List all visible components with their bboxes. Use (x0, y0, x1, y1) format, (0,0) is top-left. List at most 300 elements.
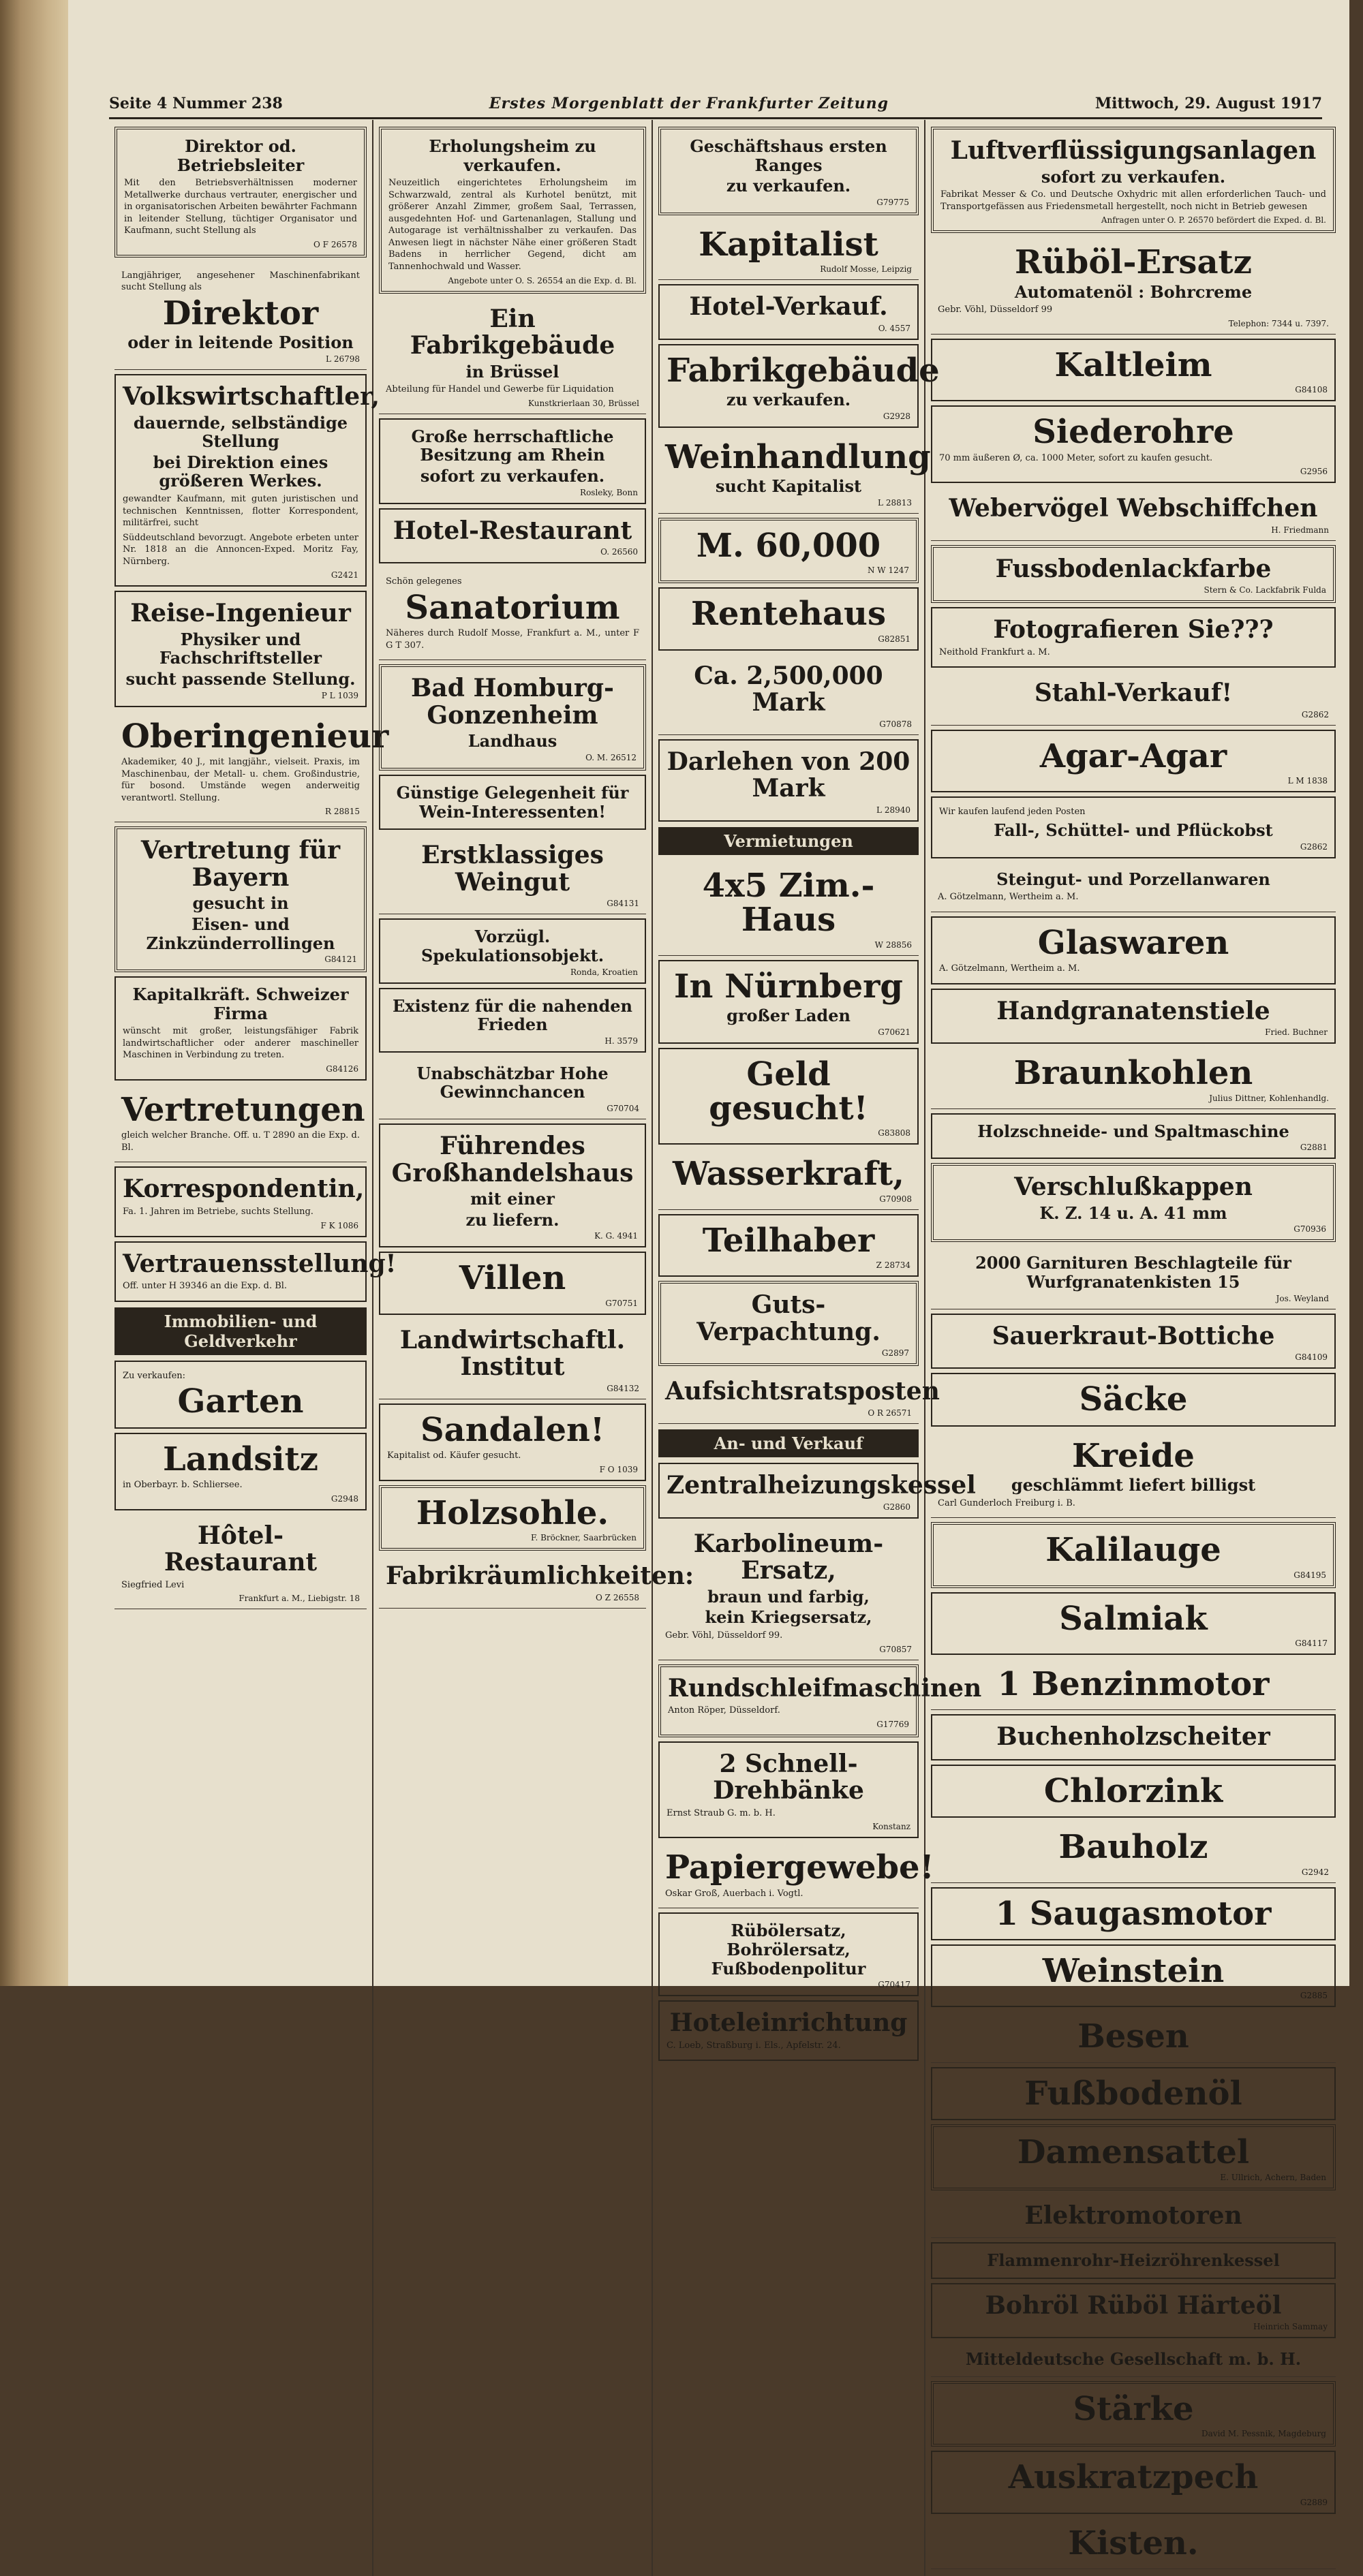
classified-ad (658, 1664, 982, 1737)
ad-reference: Julius Dittner, Kohlenhandlg. (1209, 1093, 1329, 1103)
ad-reference: G2948 (331, 1493, 358, 1504)
classified-ad (658, 344, 940, 428)
classified-ad (658, 127, 919, 215)
ad-reference: L 28813 (878, 497, 912, 508)
ad-headline: M. 60,000 (696, 526, 881, 565)
ad-headline: Garten (177, 1382, 304, 1421)
ad-headline: Auskratzpech (1008, 2458, 1259, 2497)
classified-ad (379, 418, 646, 504)
classified-ad (931, 2242, 1336, 2279)
ad-reference: G2942 (1301, 1867, 1329, 1877)
ad-reference: G84117 (1295, 1638, 1328, 1648)
ad-subheadline: oder in leitende Position (127, 332, 354, 353)
ad-headline: Holzschneide- und Spaltmaschine (977, 1121, 1289, 1141)
ad-headline: Kreide (1072, 1436, 1195, 1475)
classified-ad (931, 1373, 1336, 1426)
ad-reference: G2881 (1300, 1143, 1328, 1153)
section-banner: An- und Verkauf (658, 1429, 919, 1457)
ad-headline: Kapitalkräft. Schweizer Firma (132, 984, 349, 1023)
ad-headline: Kalilauge (1045, 1531, 1221, 1570)
ad-headline: Villen (459, 1259, 566, 1298)
page-header (109, 90, 1322, 119)
classified-ad (931, 1714, 1336, 1760)
ad-subheadline: sucht Kapitalist (715, 476, 862, 497)
ad-reference: G84109 (1295, 1352, 1328, 1363)
ad-reference: G82851 (878, 634, 910, 644)
ad-headline: Bad Homburg-Gonzenheim (410, 674, 614, 730)
ad-headline: Fall-, Schüttel- und Pflückobst (994, 820, 1273, 840)
ad-headline: Weinhandlung (665, 437, 931, 476)
ad-reference: L M 1838 (1287, 776, 1328, 786)
ad-headline: Hotel-Verkauf. (689, 292, 888, 322)
classified-ad (658, 960, 919, 1044)
ad-body: Gebr. Vöhl, Düsseldorf 99. (665, 1630, 783, 1641)
ad-headline: Korrespondentin, (123, 1175, 365, 1204)
ad-reference: Ronda, Kroatien (570, 967, 638, 977)
ad-headline: Ein Fabrikgebäude (410, 304, 615, 360)
ad-reference: O. 26560 (600, 547, 638, 557)
ad-lead: Zu verkaufen: (123, 1370, 186, 1381)
ad-reference: G83808 (878, 1128, 910, 1138)
classified-ad (931, 2342, 1336, 2377)
ad-reference: Kunstkrierlaan 30, Brüssel (528, 398, 639, 408)
ad-reference: G84195 (1293, 1570, 1326, 1580)
ad-body: Abteilung für Handel und Gewerbe für Liquidation (386, 384, 614, 395)
classified-ad (931, 1522, 1336, 1587)
ad-reference: R 28815 (324, 807, 360, 817)
ad-body: Carl Gunderloch Freiburg i. B. (938, 1498, 1075, 1508)
ad-headline: Hoteleinrichtung (669, 2008, 908, 2038)
classified-ad (658, 1149, 919, 1209)
ad-subheadline: braun und farbig, (707, 1586, 870, 1607)
ad-headline: Geld gesucht! (709, 1055, 868, 1128)
classified-ad (114, 1433, 367, 1510)
ad-reference: Heinrich Sammay (1253, 2322, 1328, 2332)
classified-ad (658, 219, 919, 280)
ad-reference: E. Ullrich, Achern, Baden (1220, 2172, 1326, 2182)
classified-ad (931, 487, 1336, 541)
classified-ad (931, 1048, 1336, 1108)
ad-reference: F. Bröckner, Saarbrücken (531, 1533, 637, 1543)
classified-ad (379, 664, 646, 771)
ad-headline: Weinstein (1042, 1952, 1225, 1991)
classified-ad (658, 1370, 940, 1424)
classified-ad (931, 545, 1336, 604)
ad-body: Siegfried Levi (121, 1579, 185, 1590)
ad-headline: Erstklassiges Weingut (421, 841, 604, 897)
ad-reference: G2860 (883, 1502, 910, 1512)
ad-headline: Ca. 2,500,000 Mark (694, 661, 883, 717)
ad-reference: O. M. 26512 (585, 753, 637, 763)
classified-ad (658, 860, 919, 956)
column-1 (109, 120, 397, 2576)
classified-ad (658, 655, 919, 735)
classified-ad (658, 1912, 919, 1996)
ad-reference: Jos. Weyland (1276, 1293, 1329, 1303)
ad-headline: Hôtel-Restaurant (164, 1521, 318, 1577)
ad-body: 70 mm äußeren Ø, ca. 1000 Meter, sofort zu kaufen gesucht. (939, 452, 1213, 463)
ad-reference: Z 28734 (876, 1260, 910, 1271)
ad-headline: Geschäftshaus ersten Ranges (690, 136, 887, 175)
classified-ad (114, 1241, 397, 1302)
ad-headline: Braunkohlen (1013, 1054, 1253, 1093)
ad-headline: Landsitz (163, 1440, 318, 1478)
classified-ad (931, 1659, 1336, 1710)
book-binding-edge (0, 0, 68, 1986)
classified-ad (379, 1485, 646, 1551)
ad-headline: Teilhaber (702, 1221, 875, 1260)
ad-subheadline: Automatenöl : Bohrcreme (1014, 281, 1253, 302)
ad-reference: G2862 (1300, 841, 1328, 852)
ad-headline: Sanatorium (405, 588, 620, 627)
classified-ad (658, 1463, 976, 1519)
ad-reference: G70751 (605, 1298, 638, 1308)
ad-reference: Rudolf Mosse, Leipzig (820, 264, 912, 275)
classified-ad (114, 1515, 367, 1610)
ad-body: Oskar Groß, Auerbach i. Vogtl. (665, 1888, 803, 1899)
ad-reference: O F 26578 (313, 239, 357, 249)
classified-ad (114, 1361, 367, 1429)
ad-body: Mit den Betriebsverhältnissen moderner Metallwerke durchaus vertrauter, energischer und in organisatorischen Arbeiten bewährter Fachmann in leitender Stellung, tüchtiger Organisator und Kaufmann, sucht Stellung als (124, 178, 357, 236)
ad-reference: David M. Pessnik, Magdeburg (1201, 2429, 1326, 2439)
classified-ad (931, 2283, 1336, 2339)
ad-headline: Fußbodenöl (1024, 2074, 1242, 2113)
classified-ad (114, 591, 367, 707)
classified-ad (658, 587, 919, 650)
ad-headline: Papiergewebe! (665, 1848, 934, 1887)
ad-reference: F O 1039 (599, 1464, 638, 1474)
ad-reference: P L 1039 (321, 690, 358, 700)
classified-ad (658, 1741, 919, 1839)
ad-headline: Elektromotoren (1024, 2201, 1242, 2230)
section-banner: Vermietungen (658, 827, 919, 855)
classified-ad (379, 834, 646, 914)
ad-reference: G79775 (876, 197, 909, 207)
ad-headline: Rundschleifmaschinen (668, 1673, 982, 1703)
ad-headline: Bohröl Rüböl Härteöl (985, 2291, 1282, 2320)
ad-headline: Handgranatenstiele (996, 996, 1270, 1025)
classified-ad (379, 508, 646, 564)
classified-ad (114, 127, 367, 258)
ad-subheadline: dauernde, selbständige Stellung (133, 412, 348, 452)
ad-body: Anton Röper, Düsseldorf. (668, 1705, 780, 1716)
ad-headline: Darlehen von 200 Mark (667, 747, 910, 803)
ad-reference: H. 3579 (604, 1036, 638, 1046)
ad-subheadline-2: Eisen- und Zinkzünderrollingen (146, 914, 335, 953)
ad-reference: Fried. Buchner (1265, 1027, 1328, 1038)
ad-headline: Zentralheizungskessel (667, 1471, 976, 1500)
classified-ad (114, 976, 367, 1081)
ad-headline: Vertrauensstellung! (123, 1249, 397, 1278)
classified-ad (114, 711, 389, 823)
ad-reference: G84121 (324, 955, 357, 965)
classified-ad (931, 672, 1336, 726)
ad-headline: Führendes Großhandelshaus (391, 1132, 634, 1188)
classified-ad (114, 1085, 367, 1162)
ad-reference: Telephon: 7344 u. 7397. (1228, 318, 1329, 328)
ad-reference: L 26798 (326, 354, 360, 364)
ad-headline: Glaswaren (1037, 923, 1229, 962)
ad-body: in Oberbayr. b. Schliersee. (123, 1480, 243, 1491)
ad-headline: Webervögel Webschiffchen (949, 494, 1318, 523)
ad-headline: Damensattel (1017, 2133, 1250, 2172)
ad-body: Fabrikat Messer & Co. und Deutsche Oxhydric mit allen erforderlichen Tauch- und Transportgefässen aus Friedensmetall hergestellt, noch nicht in Betrieb gewesen (940, 189, 1326, 212)
classified-ad (658, 1048, 919, 1145)
classified-ad (658, 432, 931, 514)
ad-reference: G2889 (1300, 2497, 1328, 2507)
classified-ad (931, 989, 1336, 1044)
ad-headline: Kapitalist (699, 225, 878, 264)
ad-columns (109, 120, 1341, 2562)
ad-reference: O R 26571 (868, 1408, 912, 1418)
ad-subheadline: in Brüssel (465, 361, 560, 382)
ad-headline: 1 Benzinmotor (997, 1664, 1270, 1703)
ad-headline: Große herrschaftliche Besitzung am Rhein (411, 426, 614, 465)
ad-body: A. Götzelmann, Wertheim a. M. (938, 892, 1079, 903)
classified-ad (931, 1113, 1336, 1160)
ad-headline: Rübölersatz, Bohrölersatz, Fußbodenpolitur (711, 1921, 866, 1978)
ad-reference: G70878 (879, 719, 912, 729)
ad-headline: Rüböl-Ersatz (1015, 243, 1252, 282)
ad-headline: Unabschätzbar Hohe Gewinnchancen (416, 1063, 609, 1102)
ad-subheadline-2: sucht passende Stellung. (125, 669, 356, 689)
ad-reference: G70417 (878, 1980, 910, 1990)
ad-subheadline: K. Z. 14 u. A. 41 mm (1039, 1202, 1227, 1223)
ad-reference: Frankfurt a. M., Liebigstr. 18 (239, 1594, 360, 1604)
ad-reference: G2421 (331, 570, 358, 580)
ad-headline: 2 Schnell-Drehbänke (713, 1749, 864, 1805)
classified-ad (931, 863, 1336, 912)
ad-body: Akademiker, 40 J., mit langjähr., vielseit. Praxis, im Maschinenbau, der Metall- u. chem. Großindustrie, für bosond. Umstände wegen anderweitig verantwortl. Stellung. (121, 757, 360, 803)
ad-headline: Verschlußkappen (1014, 1173, 1253, 1202)
classified-ad (931, 2194, 1336, 2239)
classified-ad (658, 1842, 934, 1908)
ad-body: Ernst Straub G. m. b. H. (667, 1807, 776, 1818)
ad-headline: 2000 Garnituren Beschlagteile für Wurfgranatenkisten 15 (975, 1253, 1291, 1292)
ad-headline: Sandalen! (420, 1410, 605, 1449)
classified-ad (379, 298, 646, 414)
classified-ad (379, 1123, 646, 1247)
ad-headline: Vertretungen (121, 1091, 365, 1129)
ad-headline: Direktor (162, 294, 319, 333)
ad-subheadline: großer Laden (726, 1006, 851, 1026)
classified-ad (931, 607, 1336, 668)
ad-headline: Stärke (1073, 2390, 1194, 2429)
ad-lead: Schön gelegenes (386, 576, 462, 587)
ad-reference: G84132 (607, 1383, 639, 1393)
ad-tail: Süddeutschland bevorzugt. Angebote erbeten unter Nr. 1818 an die Annoncen-Exped. Moritz Fay, Nürnberg. (123, 532, 358, 567)
classified-ad (931, 1765, 1336, 1818)
classified-ad (379, 1252, 646, 1314)
section-banner: Immobilien- und Geldverkehr (114, 1307, 367, 1355)
ad-reference: W 28856 (874, 940, 912, 950)
classified-ad (379, 775, 646, 830)
ad-headline: Direktor od. Betriebsleiter (177, 136, 305, 175)
ad-headline: Luftverflüssigungsanlagen (950, 136, 1317, 165)
ad-headline: Besen (1077, 2017, 1189, 2056)
header-masthead: Erstes Morgenblatt der Frankfurter Zeitung (489, 95, 889, 112)
ad-headline: Säcke (1079, 1380, 1188, 1419)
classified-ad (379, 1057, 646, 1119)
ad-reference: N W 1247 (867, 565, 909, 576)
ad-reference: G84108 (1295, 385, 1328, 395)
classified-ad (114, 1166, 367, 1237)
classified-ad (931, 2011, 1336, 2062)
ad-headline: Existenz für die nahenden Frieden (393, 995, 632, 1035)
classified-ad (931, 1944, 1336, 2007)
ad-subheadline: sofort zu verkaufen. (1041, 166, 1226, 187)
ad-reference: Anfragen unter O. P. 26570 befördert die Exped. d. Bl. (1101, 215, 1326, 226)
column-3 (653, 120, 982, 2576)
ad-body: A. Götzelmann, Wertheim a. M. (939, 963, 1080, 974)
ad-headline: 1 Saugasmotor (995, 1894, 1272, 1933)
classified-ad (658, 1523, 919, 1660)
classified-ad (931, 2381, 1336, 2447)
ad-reference: G2897 (881, 1348, 909, 1359)
ad-subheadline: mit einer (470, 1189, 555, 1209)
classified-ad (931, 2451, 1336, 2513)
classified-ad (379, 918, 646, 983)
classified-ad (931, 2124, 1336, 2190)
ad-headline: Reise-Ingenieur (130, 599, 351, 628)
ad-reference: G84131 (607, 899, 639, 909)
ad-headline: Fabrikräumlichkeiten: (386, 1562, 694, 1591)
header-left: Seite 4 Nummer 238 (109, 95, 283, 112)
ad-reference: G70704 (607, 1104, 639, 1114)
ad-subheadline: geschlämmt liefert billigst (1011, 1475, 1256, 1495)
ad-reference: G70936 (1293, 1224, 1326, 1235)
ad-headline: Chlorzink (1043, 1771, 1223, 1810)
column-2 (373, 120, 694, 2576)
classified-ad (931, 1431, 1336, 1519)
ad-headline: Flammenrohr-Heizröhrenkessel (987, 2250, 1280, 2271)
ad-body: Fa. 1. Jahren im Betriebe, suchts Stellung. (123, 1207, 313, 1217)
ad-reference: G84126 (326, 1064, 358, 1074)
ad-reference: G17769 (876, 1719, 909, 1729)
ad-headline: 4x5 Zim.-Haus (702, 866, 875, 940)
ad-reference: G70908 (879, 1194, 912, 1204)
ad-headline: Sauerkraut-Bottiche (992, 1321, 1275, 1350)
ad-reference: G2862 (1301, 710, 1329, 720)
classified-ad (931, 1592, 1336, 1655)
ad-headline: Günstige Gelegenheit für Wein-Interessenten! (396, 783, 629, 822)
classified-ad (114, 826, 367, 972)
classified-ad (114, 374, 380, 587)
ad-headline: Fotografieren Sie??? (993, 615, 1274, 645)
ad-body: Neuzeitlich eingerichtetes Erholungsheim im Schwarzwald, zentral als Kurhotel benützt, mit größerer Anzahl Zimmer, großem Saal, Terrassen, ausgedehnten Hof- und Gartenanlagen, Stallung und Autogarage ist verhältnisshalber zu verkaufen. Das Anwesen liegt in nächster Nähe einer größeren Stadt Badens in herrlicher Gegend, dicht am Tannenhochwald und Wasser. (388, 178, 637, 273)
classified-ad (658, 1281, 919, 1366)
classified-ad (931, 1314, 1336, 1369)
ad-lead: Wir kaufen laufend jeden Posten (939, 807, 1086, 818)
column-4 (925, 120, 1341, 2576)
classified-ad (931, 237, 1336, 335)
ad-reference: F K 1086 (320, 1220, 358, 1230)
classified-ad (114, 262, 367, 370)
ad-headline: Siederohre (1032, 413, 1234, 452)
classified-ad (379, 988, 646, 1053)
ad-headline: Bauholz (1058, 1828, 1208, 1867)
ad-reference: Rosleky, Bonn (580, 487, 638, 497)
ad-headline: Landwirtschaftl. Institut (399, 1325, 626, 1382)
ad-headline: Fabrikgebäude (667, 351, 940, 390)
ad-headline: Kaltleim (1054, 345, 1212, 384)
header-date: Mittwoch, 29. August 1917 (1094, 95, 1322, 112)
ad-headline: Karbolineum-Ersatz, (693, 1529, 884, 1585)
classified-ad (931, 2518, 1336, 2569)
ad-subheadline: zu verkaufen. (726, 390, 851, 410)
classified-ad (931, 796, 1336, 858)
ad-lead: Langjähriger, angesehener Maschinenfabrikant sucht Stellung als (121, 270, 360, 293)
ad-body: gewandter Kaufmann, mit guten juristischen und technischen Kenntnissen, flotter Korrespondent, militärfrei, sucht (123, 493, 358, 529)
ad-reference: Konstanz (872, 1822, 910, 1832)
classified-ad (379, 568, 646, 660)
ad-headline: Aufsichtsratsposten (665, 1377, 940, 1406)
ad-body: Off. unter H 39346 an die Exp. d. Bl. (123, 1281, 288, 1292)
classified-ad (931, 339, 1336, 401)
ad-reference: G2885 (1300, 1991, 1328, 2001)
ad-headline: Oberingenieur (121, 717, 389, 756)
ad-headline: Fussbodenlackfarbe (995, 554, 1272, 583)
classified-ad (931, 405, 1336, 483)
classified-ad (658, 284, 919, 340)
ad-headline: Stahl-Verkauf! (1034, 679, 1233, 708)
ad-reference: G70857 (879, 1644, 912, 1654)
ad-reference: H. Friedmann (1271, 525, 1329, 535)
ad-headline: Salmiak (1059, 1599, 1208, 1638)
ad-body: gleich welcher Branche. Off. u. T 2890 an die Exp. d. Bl. (121, 1130, 360, 1153)
ad-subheadline: zu verkaufen. (726, 176, 851, 196)
ad-subheadline: gesucht in (192, 893, 289, 914)
ad-reference: G70621 (878, 1027, 910, 1037)
classified-ad (658, 2000, 919, 2061)
ad-subheadline: Physiker und Fachschriftsteller (159, 629, 322, 668)
ad-headline: Steingut- und Porzellanwaren (996, 869, 1270, 889)
ad-subheadline: sofort zu verkaufen. (420, 466, 605, 486)
classified-ad (931, 1246, 1336, 1309)
classified-ad (931, 2067, 1336, 2120)
ad-headline: Volkswirtschaftler, (123, 382, 380, 411)
ad-reference: Stern & Co. Lackfabrik Fulda (1204, 585, 1326, 595)
classified-ad (379, 1555, 694, 1609)
classified-ad (658, 739, 919, 822)
ad-reference: O. 4557 (878, 323, 910, 333)
classified-ad (379, 127, 646, 294)
ad-body: Gebr. Vöhl, Düsseldorf 99 (938, 305, 1053, 315)
ad-reference: G2928 (883, 411, 910, 421)
ad-body: Näheres durch Rudolf Mosse, Frankfurt a. M., unter F G T 307. (386, 628, 639, 651)
ad-headline: Vertretung für Bayern (140, 836, 341, 892)
ad-subheadline: Landhaus (468, 731, 557, 751)
classified-ad (658, 1214, 919, 1277)
ad-headline: Rentehaus (691, 595, 886, 634)
ad-body: Kapitalist od. Käufer gesucht. (387, 1450, 521, 1461)
classified-ad (931, 1822, 1336, 1882)
ad-subheadline-2: zu liefern. (465, 1209, 560, 1230)
ad-body: C. Loeb, Straßburg i. Els., Apfelstr. 24. (667, 2040, 841, 2051)
ad-headline: Mitteldeutsche Gesellschaft m. b. H. (965, 2349, 1302, 2370)
classified-ad (931, 1163, 1336, 1242)
ad-headline: Holzsohle. (416, 1493, 609, 1532)
classified-ad (931, 127, 1336, 233)
ad-headline: Agar-Agar (1039, 737, 1227, 776)
ad-headline: Guts-Verpachtung. (696, 1290, 880, 1346)
ad-reference: G2956 (1300, 467, 1328, 477)
ad-body: Neithold Frankfurt a. M. (939, 647, 1050, 657)
classified-ad (931, 916, 1336, 984)
ad-subheadline-2: kein Kriegsersatz, (705, 1607, 872, 1628)
ad-body: wünscht mit großer, leistungsfähiger Fabrik landwirtschaftlicher oder anderer maschineller Maschinen in Verbindung zu treten. (123, 1026, 358, 1061)
ad-reference: Angebote unter O. S. 26554 an die Exp. d. Bl. (448, 275, 637, 285)
